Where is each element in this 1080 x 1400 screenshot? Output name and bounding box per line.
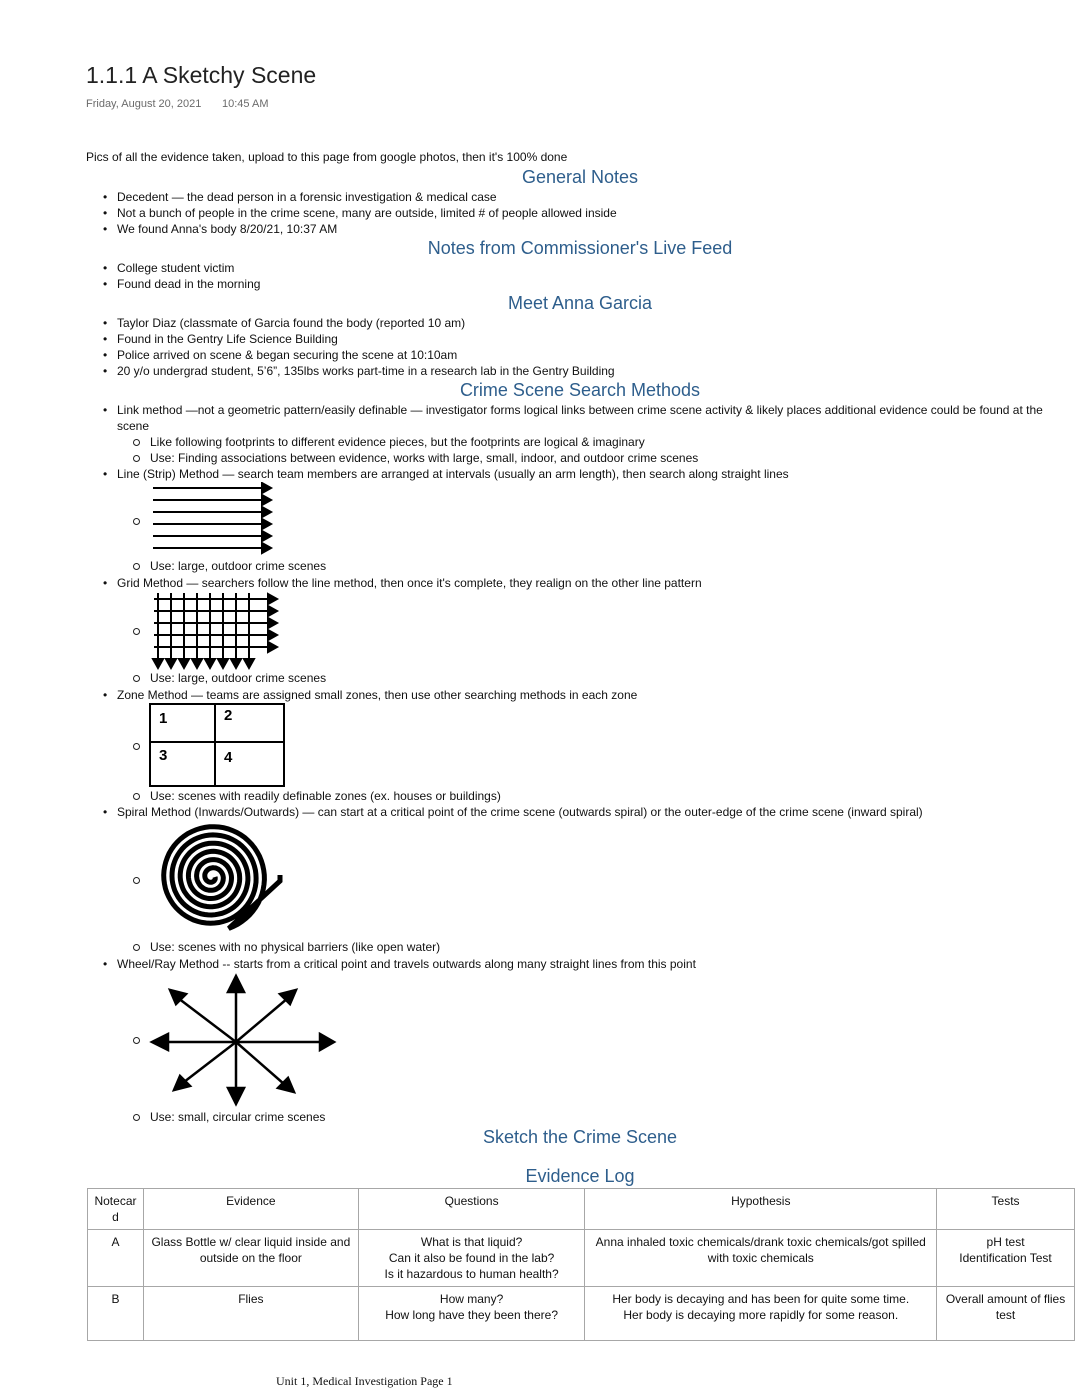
evidence-log-heading: Evidence Log: [525, 1166, 635, 1186]
line-method-diagram: [150, 482, 275, 556]
commissioner-heading: Notes from Commissioner's Live Feed: [427, 238, 733, 258]
zone-label: 1: [159, 710, 168, 727]
table-cell: What is that liquid? Can it also be found in the lab? Is it hazardous to human health?: [358, 1230, 585, 1287]
table-cell: pH test Identification Test: [937, 1230, 1075, 1287]
page-date: Friday, August 20, 2021: [86, 98, 202, 110]
column-header: Evidence: [143, 1189, 358, 1230]
table-cell: Flies: [143, 1287, 358, 1341]
spiral-line: [164, 827, 280, 929]
zone-method-diagram: [148, 702, 288, 790]
column-header: Tests: [937, 1189, 1075, 1230]
zone-method-item: • Zone Method — teams are assigned small zones, then use other searching methods in each zone: [117, 687, 637, 703]
zone-label: 3: [159, 747, 168, 764]
page-footer: Unit 1, Medical Investigation Page 1: [276, 1374, 453, 1388]
table-cell: Overall amount of flies test: [937, 1287, 1075, 1341]
zone-label: 2: [224, 707, 233, 724]
bullet-item: • Police arrived on scene & began securing the scene at 10:10am: [117, 347, 457, 363]
column-header: Hypothesis: [585, 1189, 937, 1230]
grid-method-item: • Grid Method — searchers follow the line method, then once it's complete, they realign on the other line pattern: [117, 575, 702, 591]
page-title: 1.1.1 A Sketchy Scene: [86, 62, 317, 88]
general-notes-heading: General Notes: [521, 167, 639, 187]
wheel-method-item: • Wheel/Ray Method -- starts from a critical point and travels outwards along many straight lines from this point: [117, 956, 696, 972]
use-grid-method: Use: large, outdoor crime scenes: [150, 671, 327, 685]
bullet-item: • Found in the Gentry Life Science Building: [117, 331, 338, 347]
table-cell: A: [88, 1230, 144, 1287]
grid-method-diagram: [150, 591, 282, 671]
link-method-item: • Link method —not a geometric pattern/easily definable — investigator forms logical links between crime scene activity & likely places additional evidence could be found at the scene: [117, 402, 1062, 434]
anna-heading: Meet Anna Garcia: [507, 293, 653, 313]
table-cell: How many? How long have they been there?: [358, 1287, 585, 1341]
table-cell: B: [88, 1287, 144, 1341]
wheel-method-diagram: [148, 972, 338, 1108]
bullet-item: • We found Anna's body 8/20/21, 10:37 AM: [117, 221, 337, 237]
sub-bullet-item: Like following footprints to different evidence pieces, but the footprints are logical & imaginary: [150, 435, 645, 449]
zone-label: 4: [224, 749, 233, 766]
bullet-item: • College student victim: [117, 260, 234, 276]
table-header-row: [88, 1189, 1075, 1230]
sub-bullet-marker: [133, 743, 140, 750]
spiral-method-diagram: [156, 820, 288, 940]
use-zone-method: Use: scenes with readily definable zones (ex. houses or buildings): [150, 789, 501, 803]
sub-bullet-item: Use: Finding associations between evidence, works with large, small, indoor, and outdoor crime scenes: [150, 451, 699, 465]
table-row: [88, 1230, 1075, 1287]
use-wheel-method: Use: small, circular crime scenes: [150, 1110, 326, 1124]
bullet-item: • Not a bunch of people in the crime scene, many are outside, limited # of people allowed inside: [117, 205, 617, 221]
use-spiral-method: Use: scenes with no physical barriers (like open water): [150, 940, 441, 954]
column-header: Questions: [358, 1189, 585, 1230]
methods-heading: Crime Scene Search Methods: [459, 380, 701, 400]
use-line-method: Use: large, outdoor crime scenes: [150, 559, 327, 573]
table-cell: Her body is decaying and has been for quite some time. Her body is decaying more rapidly for some reason.: [585, 1287, 937, 1341]
bullet-item: • Found dead in the morning: [117, 276, 260, 292]
sketch-heading: Sketch the Crime Scene: [482, 1127, 678, 1147]
evidence-log-table: [87, 1188, 1075, 1341]
sub-bullet-marker: [133, 1037, 140, 1044]
sub-bullet-marker: [133, 628, 140, 635]
line-method-item: • Line (Strip) Method — search team members are arranged at intervals (usually an arm length), then search along straight lines: [117, 466, 789, 482]
table-cell: Glass Bottle w/ clear liquid inside and outside on the floor: [143, 1230, 358, 1287]
intro-text: Pics of all the evidence taken, upload to this page from google photos, then it's 100% done: [86, 150, 568, 164]
sub-bullet-marker: [133, 518, 140, 525]
table-row: [88, 1287, 1075, 1341]
bullet-item: • 20 y/o undergrad student, 5’6”, 135lbs works part-time in a research lab in the Gentry Building: [117, 363, 615, 379]
bullet-item: • Decedent — the dead person in a forensic investigation & medical case: [117, 189, 497, 205]
sub-bullet-marker: [133, 877, 140, 884]
column-header: Notecar d: [88, 1189, 144, 1230]
table-cell: Anna inhaled toxic chemicals/drank toxic chemicals/got spilled with toxic chemicals: [585, 1230, 937, 1287]
spiral-method-item: • Spiral Method (Inwards/Outwards) — can start at a critical point of the crime scene (outwards spiral) or the outer-edge of the crime scene (inward spiral): [117, 804, 923, 820]
bullet-item: • Taylor Diaz (classmate of Garcia found the body (reported 10 am): [117, 315, 465, 331]
page-time: 10:45 AM: [222, 98, 269, 110]
